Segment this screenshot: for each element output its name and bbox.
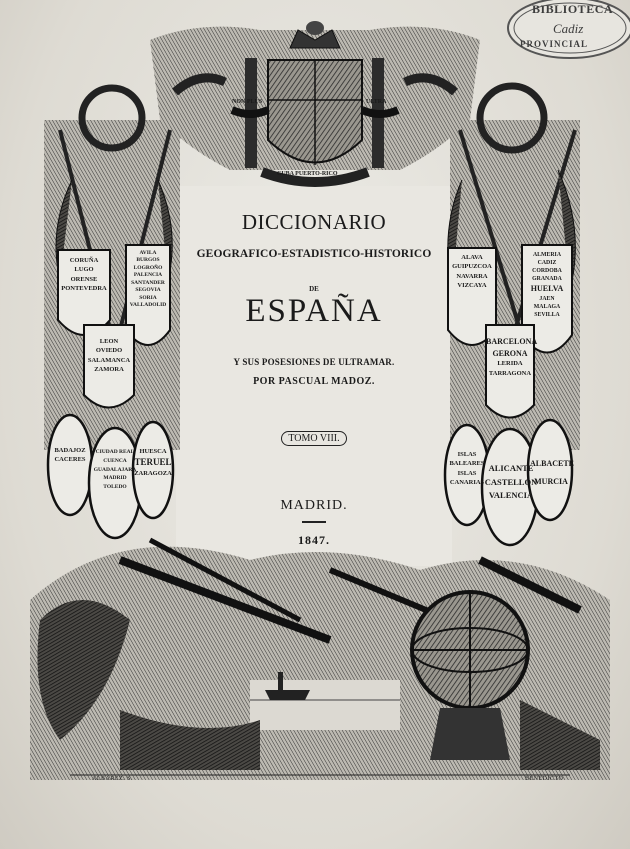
province-label: ALBACETE xyxy=(530,459,575,468)
left-oval-a xyxy=(50,446,90,465)
province-label: HUELVA xyxy=(530,284,564,294)
province-label: SEGOVIA xyxy=(135,287,161,294)
province-label: ALAVA xyxy=(461,254,483,261)
province-label: SEVILLA xyxy=(534,311,560,318)
province-label: VALLADOLID xyxy=(129,301,167,308)
place-label: MADRID. xyxy=(280,498,348,513)
royal-crest xyxy=(150,21,480,182)
volume-label xyxy=(178,433,450,444)
province-label: MURCIA xyxy=(534,476,568,486)
province-label: BARCELONA xyxy=(486,337,538,346)
stamp-line-1: BIBLIOTECA xyxy=(532,2,614,16)
title-block xyxy=(178,190,450,560)
province-label: BADAJOZ xyxy=(54,447,86,454)
province-label: TERUEL xyxy=(134,457,172,468)
province-label: SORIA xyxy=(139,294,157,301)
province-label: CASTELLON xyxy=(484,476,538,487)
right-oval-c xyxy=(530,455,575,490)
right-oval-a xyxy=(447,450,487,488)
province-label: ZARAGOZA xyxy=(134,470,172,478)
province-label: GUIPUZCOA xyxy=(452,263,492,271)
province-label: ZAMORA xyxy=(94,366,124,374)
province-label: CACERES xyxy=(54,456,86,464)
province-label: ALICANTE xyxy=(488,463,534,473)
right-shield-a xyxy=(450,253,494,291)
right-shield-c xyxy=(486,336,538,378)
province-label: TOLEDO xyxy=(103,484,127,491)
province-label: VALENCIA xyxy=(488,490,534,501)
province-label: ALMERIA xyxy=(532,252,562,258)
title-de: DE xyxy=(309,285,319,293)
province-label: BURGOS xyxy=(136,257,160,264)
province-label: PALENCIA xyxy=(133,272,163,279)
province-label: CADIZ xyxy=(537,260,557,267)
province-label: GUADALAJARA xyxy=(93,466,137,473)
province-label: BALEARES xyxy=(449,460,485,468)
year-label: 1847. xyxy=(298,533,330,547)
province-label: CORDOBA xyxy=(532,268,562,275)
province-label: CUENCA xyxy=(103,457,127,464)
volume-text: TOMO VIII. xyxy=(281,431,346,446)
province-label: GRANADA xyxy=(532,276,562,283)
province-label: LOGROÑO xyxy=(133,264,163,271)
province-label: NAVARRA xyxy=(456,272,488,280)
stamp-line-3: PROVINCIAL xyxy=(520,39,589,49)
title-diccionario: DICCIONARIO xyxy=(241,210,387,234)
ribbon-left: NON PLUS xyxy=(232,99,263,105)
province-label: CIUDAD REAL xyxy=(95,449,135,455)
province-label: LEON xyxy=(99,338,119,345)
bottom-vignette xyxy=(30,540,610,780)
province-label: LERIDA xyxy=(497,360,523,368)
province-label: SANTANDER xyxy=(131,279,165,286)
province-label: TARRAGONA xyxy=(488,369,532,377)
province-label: VIZCAYA xyxy=(457,282,487,290)
province-label: CANARIAS xyxy=(449,479,485,487)
left-shield-a xyxy=(60,256,108,294)
title-espana: ESPAÑA xyxy=(245,293,383,329)
province-label: ORENSE xyxy=(70,275,98,283)
province-label: PONTEVEDRA xyxy=(61,285,107,293)
title-subtitle: GEOGRAFICO-ESTADISTICO-HISTORICO xyxy=(196,248,432,260)
left-shield-c xyxy=(86,337,132,375)
left-oval-c xyxy=(134,447,172,479)
ribbon-right: ULTRA xyxy=(366,99,387,105)
author-line: POR PASCUAL MADOZ. xyxy=(253,376,375,387)
ribbon-bottom: CUBA PUERTO-RICO xyxy=(277,171,338,177)
right-shield-b xyxy=(524,251,570,319)
province-label: GERONA xyxy=(492,348,528,358)
province-label: ISLAS xyxy=(457,451,477,458)
engraver-signature-right: BENEDICTO xyxy=(525,776,564,782)
divider-rule xyxy=(302,521,326,523)
province-label: CORUÑA xyxy=(69,257,99,264)
province-label: MALAGA xyxy=(533,303,561,310)
stamp-line-2: Cadiz xyxy=(553,21,584,36)
province-label: OVIEDO xyxy=(95,347,123,355)
province-label: JAEN xyxy=(539,295,555,302)
province-label: AVILA xyxy=(139,250,157,256)
left-oval-b xyxy=(90,448,140,492)
engraver-signature-left: ALBAREZ. S. xyxy=(92,776,134,782)
province-label: SALAMANCA xyxy=(87,356,131,364)
left-shield-b xyxy=(128,250,168,309)
province-label: MADRID xyxy=(103,475,127,482)
province-label: LUGO xyxy=(74,266,94,274)
province-label: ISLAS xyxy=(457,469,477,477)
title-posesiones: Y SUS POSESIONES DE ULTRAMAR. xyxy=(233,357,395,367)
province-label: HUESCA xyxy=(139,448,167,455)
